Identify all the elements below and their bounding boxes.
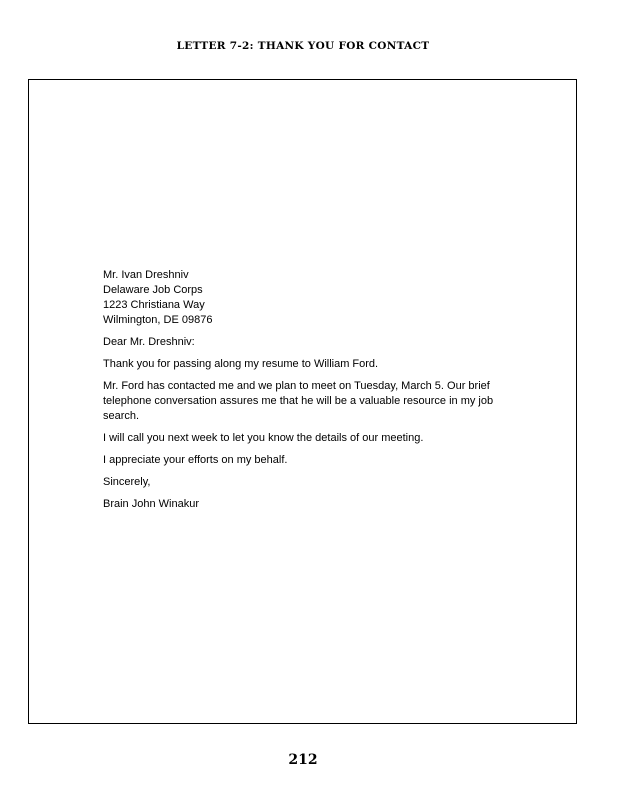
letter-body: [103, 268, 503, 519]
page-number: 212: [288, 752, 318, 768]
recipient-street: 1223 Christiana Way: [103, 299, 205, 311]
recipient-city-state-zip: Wilmington, DE 09876: [103, 314, 213, 326]
recipient-address: [103, 268, 503, 328]
closing: Sincerely,: [103, 476, 151, 488]
recipient-organization: Delaware Job Corps: [103, 284, 203, 296]
page-heading: LETTER 7-2: THANK YOU FOR CONTACT: [176, 40, 430, 52]
letter-paragraph: Mr. Ford has contacted me and we plan to meet on Tuesday, March 5. Our brief telephone conversation assures me that he will be a valuable resource in my job search.: [103, 380, 494, 422]
letter-paragraph: I will call you next week to let you know the details of our meeting.: [103, 432, 424, 444]
letter-paragraph: Thank you for passing along my resume to William Ford.: [103, 358, 379, 370]
letter-paragraph: I appreciate your efforts on my behalf.: [103, 454, 288, 466]
salutation: Dear Mr. Dreshniv:: [103, 336, 195, 348]
signature-name: Brain John Winakur: [103, 498, 199, 510]
recipient-name: Mr. Ivan Dreshniv: [103, 269, 189, 281]
